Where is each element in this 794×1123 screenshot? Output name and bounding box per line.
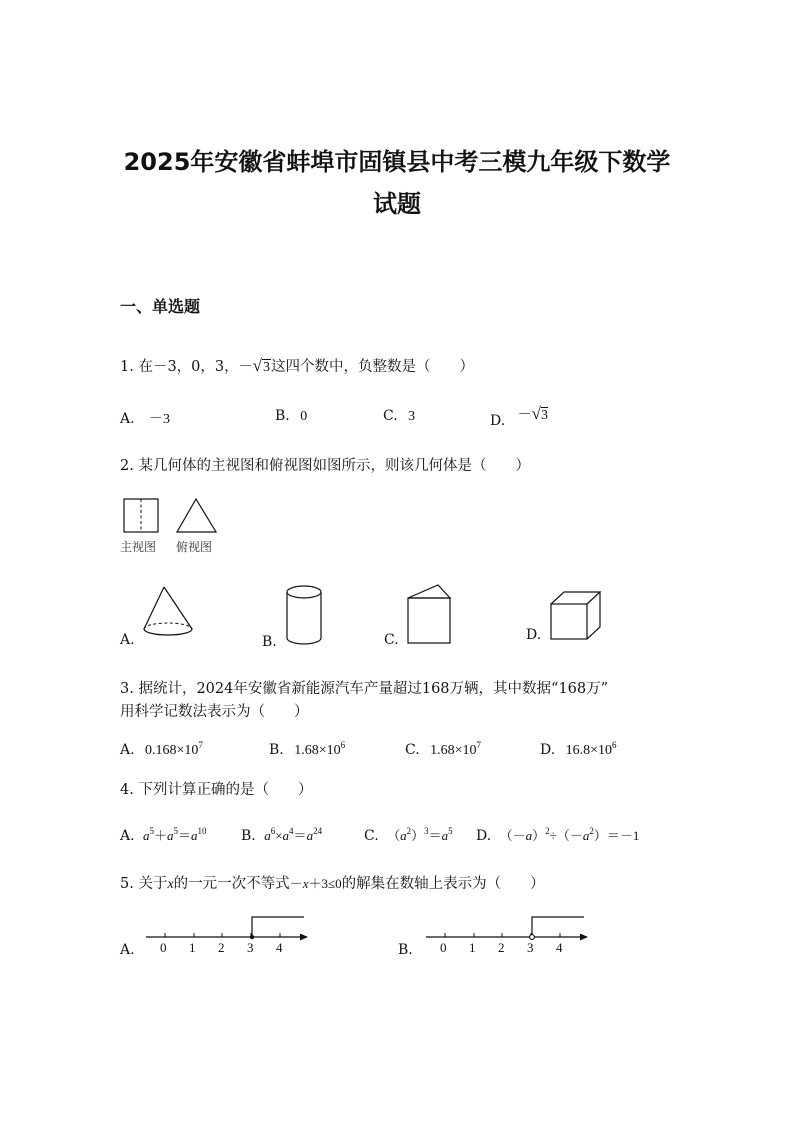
option-label: C. — [405, 742, 420, 758]
exponent: 4 — [289, 826, 294, 836]
minus-sign: － — [517, 408, 532, 423]
q3-option-d[interactable] — [540, 740, 617, 759]
q1-option-a[interactable] — [120, 408, 170, 428]
front-view-label: 主视图 — [120, 540, 157, 554]
tick-label-2: 2 — [218, 940, 225, 955]
mantissa: 1.68×10 — [294, 743, 341, 758]
solution-ray-b — [532, 917, 584, 937]
option-value: 0 — [300, 409, 308, 424]
exponent: 24 — [313, 826, 323, 836]
minus-sign: － — [238, 360, 253, 375]
number-line-a[interactable] — [142, 910, 312, 958]
solution-ray-a — [252, 917, 304, 937]
top-view-label: 俯视图 — [176, 540, 213, 554]
question-text-after: 这四个数中，负整数是（ ） — [270, 359, 474, 375]
question-number: 2. — [120, 458, 134, 474]
number-line-b[interactable] — [422, 910, 592, 958]
option-label: A. — [120, 411, 135, 427]
option-value — [517, 404, 548, 423]
sqrt-symbol: √3 — [252, 356, 270, 375]
radicand: 3 — [262, 360, 270, 375]
q1-option-b[interactable] — [275, 408, 307, 425]
cube-shape[interactable] — [547, 588, 605, 642]
var: a — [191, 828, 198, 843]
option-value: 3 — [408, 409, 416, 424]
cylinder-shape[interactable] — [284, 582, 328, 648]
var: a — [167, 828, 174, 843]
question-text-mid: 的一元一次不等式 — [173, 876, 290, 892]
option-label: B. — [241, 828, 256, 844]
question-3-line2: 用科学记数法表示为（ ） — [120, 704, 309, 720]
question-text: 某几何体的主视图和俯视图如图所示，则该几何体是（ ） — [138, 458, 530, 474]
question-number: 5. — [120, 876, 134, 892]
exponent: 6 — [340, 740, 346, 750]
q4-option-a[interactable] — [120, 825, 207, 844]
exponent: 2 — [545, 826, 550, 836]
option-label: D. — [476, 828, 492, 844]
tick-label-4: 4 — [276, 940, 283, 955]
inequality-rest: ＋3≤0 — [308, 876, 342, 891]
tick-label-3: 3 — [247, 940, 254, 955]
sqrt-symbol: √ — [531, 404, 541, 423]
question-number: 3. — [120, 681, 134, 697]
question-number: 4. — [120, 782, 134, 798]
q3-option-c[interactable] — [405, 740, 481, 759]
exponent: 2 — [406, 826, 412, 836]
option-value — [294, 740, 346, 758]
var: a — [282, 828, 290, 843]
operator: ÷（－ — [549, 828, 583, 843]
variable: x — [167, 877, 174, 892]
var: a — [143, 828, 150, 843]
mantissa: 1.68×10 — [430, 743, 477, 758]
tick-label-1: 1 — [469, 940, 476, 955]
var: a — [306, 828, 314, 843]
option-value — [500, 828, 640, 843]
tick-label-4: 4 — [556, 940, 563, 955]
question-text: 关于 — [138, 876, 168, 892]
minus-sign: － — [289, 876, 303, 891]
option-value: －3 — [149, 412, 171, 427]
q2-option-c[interactable]: C. — [384, 632, 399, 648]
q3-option-b[interactable] — [269, 740, 345, 759]
q1-option-d[interactable] — [490, 404, 548, 429]
question-3 — [120, 677, 608, 698]
exponent: 6 — [270, 826, 276, 836]
question-text: 在－3，0，3， — [138, 359, 239, 375]
paren: （－ — [499, 828, 526, 843]
option-label: D. — [540, 742, 556, 758]
top-view-triangle — [177, 499, 216, 532]
cone-shape[interactable] — [140, 584, 200, 644]
exponent: 6 — [612, 740, 617, 750]
mantissa: 16.8×10 — [565, 743, 613, 758]
q2-option-b[interactable]: B. — [262, 634, 277, 650]
q3-option-a[interactable] — [120, 740, 203, 759]
option-value — [430, 740, 482, 758]
option-value — [145, 740, 203, 758]
section-heading: 一、单选题 — [120, 297, 201, 316]
option-label: C. — [383, 408, 398, 424]
var: a — [525, 828, 533, 843]
inequality — [290, 876, 342, 891]
tick-label-0: 0 — [440, 940, 447, 955]
paren: ） — [411, 828, 425, 843]
closed-dot-a — [250, 935, 254, 939]
open-dot-b — [530, 935, 535, 940]
option-label: D. — [490, 413, 506, 429]
q2-option-a[interactable]: A. — [120, 632, 135, 648]
neg-sqrt3 — [238, 356, 271, 375]
question-text: 据统计，2024年安徽省新能源汽车产量超过168万辆，其中数据“168万” — [138, 681, 609, 697]
exponent: 5 — [173, 826, 179, 836]
option-label: A. — [120, 742, 135, 758]
option-label: A. — [120, 828, 135, 844]
exponent: 5 — [149, 826, 155, 836]
operator: ＋ — [154, 828, 168, 843]
equals: ＝ — [178, 828, 192, 843]
exponent: 2 — [589, 826, 594, 836]
result: ）＝－1 — [593, 828, 640, 843]
option-label: B. — [269, 742, 284, 758]
equals: ＝ — [293, 828, 307, 843]
option-value — [264, 828, 322, 843]
exponent: 10 — [197, 826, 207, 836]
paren: ） — [532, 828, 546, 843]
triangular-prism-shape[interactable] — [404, 582, 458, 648]
equals: ＝ — [428, 828, 442, 843]
var: a — [441, 828, 449, 843]
q4-option-b[interactable] — [241, 825, 322, 844]
q5-option-b[interactable]: B. — [398, 942, 413, 958]
question-text: 下列计算正确的是（ ） — [138, 782, 313, 798]
mantissa: 0.168×10 — [145, 743, 199, 758]
tick-label-0: 0 — [160, 940, 167, 955]
operator: × — [275, 828, 283, 843]
tick-label-3: 3 — [527, 940, 534, 955]
question-number: 1. — [120, 359, 134, 375]
option-value — [565, 740, 617, 758]
var: a — [264, 828, 271, 843]
exponent: 7 — [198, 740, 203, 750]
question-2 — [120, 454, 530, 475]
option-label: C. — [364, 828, 379, 844]
var: a — [582, 828, 590, 843]
radicand: 3 — [540, 408, 548, 423]
option-value — [387, 828, 453, 843]
var: a — [400, 828, 407, 843]
question-5 — [120, 872, 545, 893]
q4-option-c[interactable] — [364, 825, 453, 844]
exponent: 5 — [448, 826, 453, 836]
tick-label-1: 1 — [189, 940, 196, 955]
q1-option-c[interactable] — [383, 408, 415, 425]
question-1 — [120, 355, 474, 376]
tick-label-2: 2 — [498, 940, 505, 955]
exponent: 3 — [424, 826, 429, 836]
q2-option-d[interactable]: D. — [526, 627, 542, 643]
question-text-after: 的解集在数轴上表示为（ ） — [341, 876, 545, 892]
q5-option-a[interactable]: A. — [120, 942, 135, 958]
paren: （ — [387, 828, 401, 843]
q4-option-d[interactable] — [476, 825, 639, 844]
variable: x — [302, 876, 309, 891]
option-value — [143, 828, 207, 843]
page-title: 2025年安徽省蚌埠市固镇县中考三模九年级下数学 — [123, 148, 671, 176]
option-label: B. — [275, 408, 290, 424]
question-4 — [120, 778, 312, 799]
exponent: 7 — [476, 740, 482, 750]
page-title-line2: 试题 — [373, 190, 421, 218]
